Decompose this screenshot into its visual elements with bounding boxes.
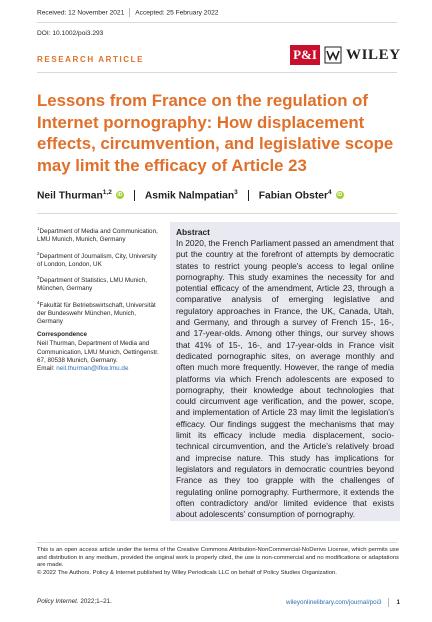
footer-citation: [37, 598, 112, 605]
footer-divider: [388, 598, 389, 607]
received-accepted-line: [37, 8, 218, 17]
correspondence-text: Neil Thurman, Department of Media and Communication, LMU Munich, Oettingenstr. 67, 80538 Munich, Germany.: [37, 340, 159, 364]
license-text: [37, 547, 399, 578]
affiliation: $^4$Fakultät für Betriebswirtschaft, Universität der Bundeswehr München, Munich, Germany: [37, 299, 156, 325]
wiley-logo-text: WILEY: [346, 46, 401, 63]
section-label: RESEARCH ARTICLE: [37, 55, 145, 64]
affiliations: [37, 225, 162, 373]
author-rule: [37, 213, 397, 214]
affiliation: $^3$Department of Statistics, LMU Munich, München, Germany: [37, 275, 147, 293]
wiley-logo-icon: [324, 46, 342, 64]
orcid-icon[interactable]: iD: [337, 192, 343, 199]
doi[interactable]: DOI: 10.1002/poi3.293: [37, 30, 104, 37]
citation: 2022;1–21.: [80, 598, 112, 605]
abstract-text: In 2020, the French Parliament passed an amendment that put the country at the forefront of attempts by democratic states to restrict young people's access to legal online pornography. This study examines the necessity for and potential efficacy of the amendment, Article 23, through a comparative analysis of emerging legislative and regulatory approaches in France, the UK, Canada, Utah, and Germany, and through a survey of French 15-, 16-, and 17-year-olds. Among other things, our survey shows that 41% of 15-, 16-, and 17-year-olds in France visit dedicated pornographic sites, on average monthly and often much more frequently. However, the range of media platforms via which French adolescents are exposed to pornography, their knowledge about technologies that could circumvent age verification, and the power, scope, and implementation of Article 23 may limit the legislation's efficacy. Our findings suggest the mechanisms that may limit its efficacy include media displacement, socio-technical circumvention, and the Article's relatively broad and imprecise nature. This study has implications for legislators and regulators in democratic countries beyond France as they too grapple with the challenges of regulating online pornography. Furthermore, it extends the often contradictory and/or limited evidence that exists about adolescents' consumption of pornography.: [176, 238, 394, 520]
author-divider: [248, 190, 249, 201]
abstract-heading: Abstract: [176, 227, 210, 237]
affiliation: $^1$Department of Media and Communication, LMU Munich, Munich, Germany: [37, 226, 158, 244]
correspondence-email-line: Email: neil.thurman@ifkw.lmu.de: [37, 365, 129, 373]
header-rule: [37, 22, 397, 23]
author-3[interactable]: Fabian Obster$^4$: [258, 189, 332, 202]
footer-rule: [37, 542, 397, 543]
author-divider: [134, 190, 135, 201]
orcid-icon[interactable]: iD: [117, 192, 123, 199]
correspondence-heading: Correspondence: [37, 331, 88, 339]
footer-right: [286, 598, 400, 607]
section-rule: [37, 72, 397, 73]
received-date: Received: 12 November 2021: [37, 9, 125, 17]
author-1[interactable]: Neil Thurman$^{1,2}$: [37, 189, 112, 202]
copyright-line: © 2022 The Authors. Policy & Internet published by Wiley Periodicals LLC on behalf of Policy Studies Organization.: [37, 570, 337, 577]
page-number: 1: [396, 599, 400, 606]
accepted-date: Accepted: 25 February 2022: [135, 9, 219, 17]
author-2[interactable]: Asmik Nalmpatian$^3$: [144, 189, 238, 202]
license-line: This is an open access article under the terms of the Creative Commons Attribution-NonCommercial-NoDerivs License, which permits use and distribution in any medium, provided the original work is properly cited, the use is non-commercial and no modifications or adaptations are made.: [37, 547, 399, 569]
affiliation: $^2$Department of Journalism, City, University of London, London, UK: [37, 250, 157, 268]
author-list: [37, 189, 344, 201]
journal-url-link[interactable]: wileyonlinelibrary.com/journal/poi3: [286, 599, 382, 606]
email-link[interactable]: neil.thurman@ifkw.lmu.de: [56, 365, 129, 373]
policy-internet-logo: P&I: [290, 45, 320, 65]
article-title: Lessons from France on the regulation of Internet pornography: How displacement effects, circumvention, and legislative scope may limit the efficacy of Article 23: [37, 91, 394, 175]
journal-name: Policy Internet.: [37, 598, 79, 605]
journal-publisher-logo: [290, 44, 401, 66]
meta-divider: [129, 8, 130, 17]
